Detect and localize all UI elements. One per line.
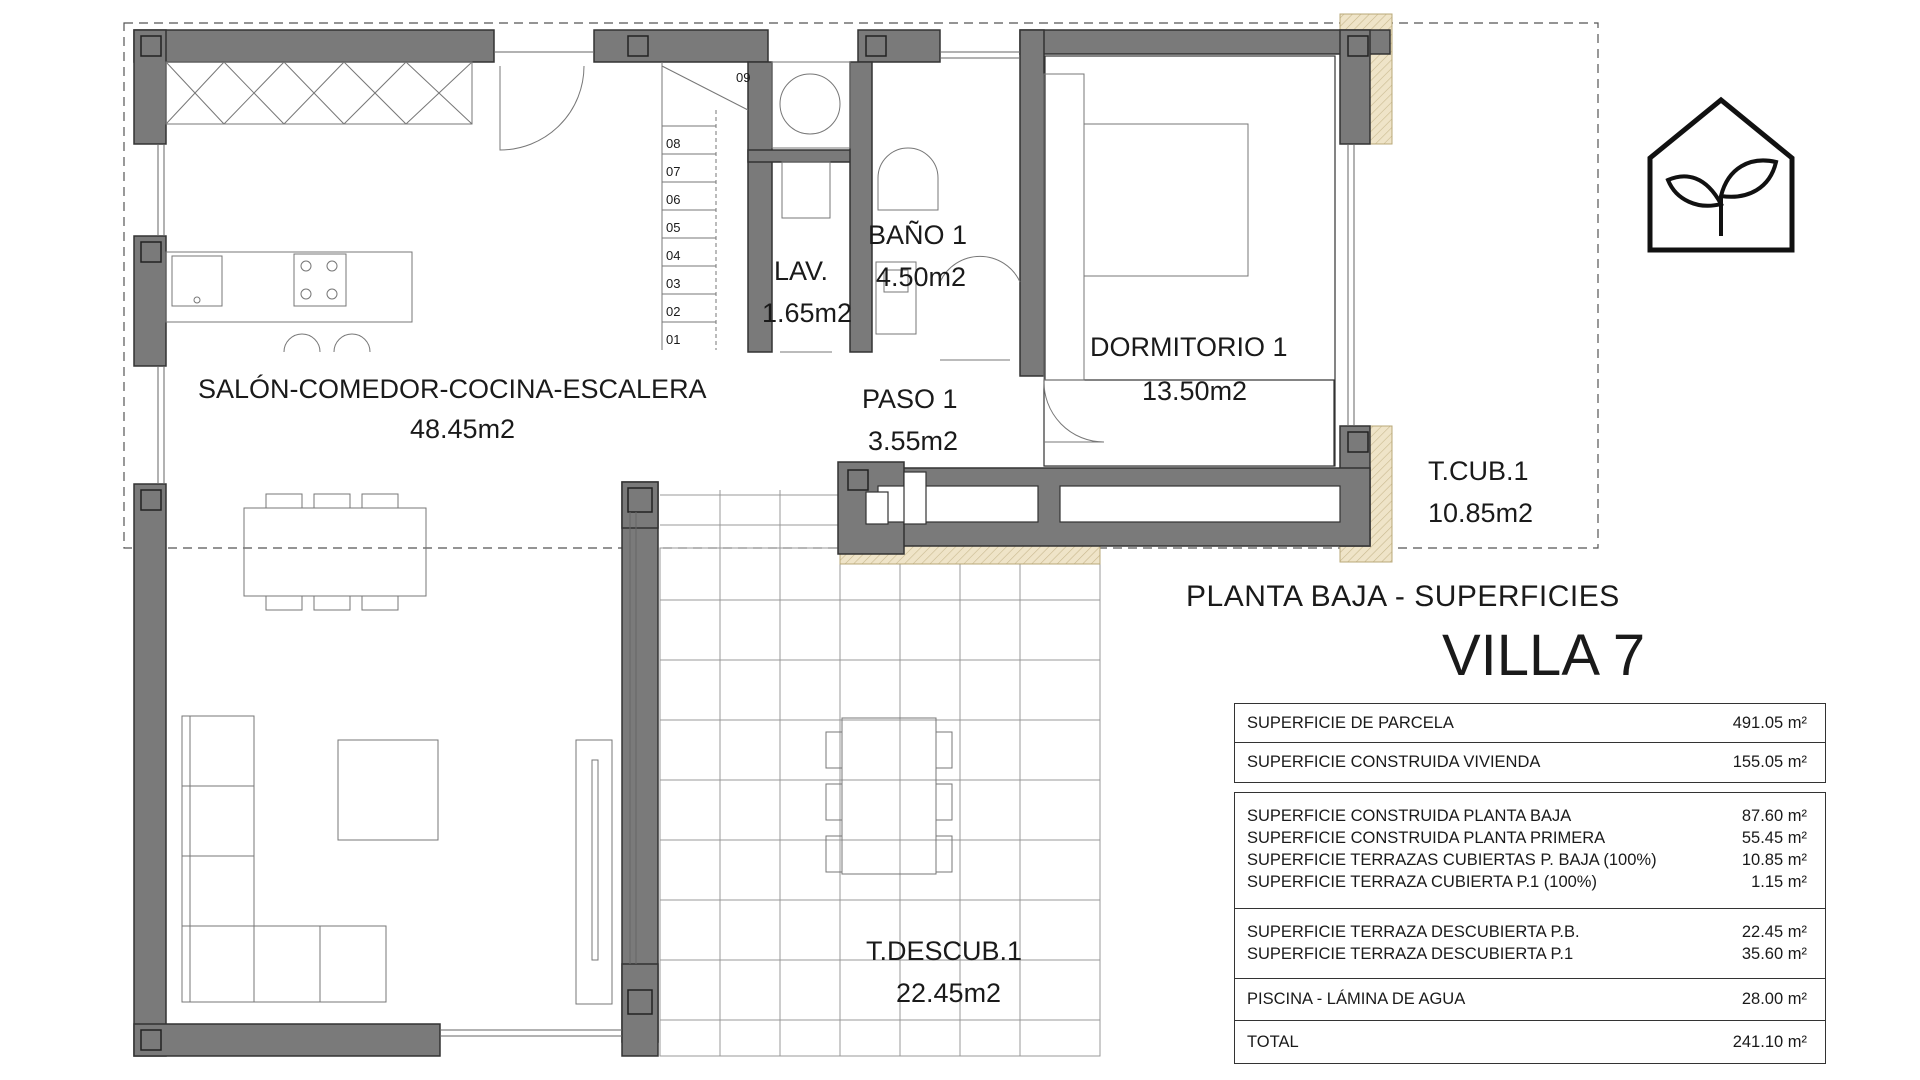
step-label: 08 [666, 136, 681, 151]
areas-table-top [1234, 703, 1826, 783]
room-area: 48.45m2 [410, 414, 516, 444]
house-plant-icon [1646, 96, 1796, 256]
room-name: T.DESCUB.1 [866, 936, 1023, 966]
room-area: 13.50m2 [1142, 376, 1248, 406]
area-label: SUPERFICIE DE PARCELA [1247, 714, 1454, 732]
area-label: SUPERFICIE CONSTRUIDA PLANTA PRIMERA [1247, 829, 1606, 847]
area-label: TOTAL [1247, 1033, 1299, 1051]
area-value: 10.85 m² [1741, 851, 1807, 869]
area-value: 28.00 m² [1741, 990, 1807, 1008]
room-area: 4.50m2 [876, 262, 967, 292]
table-row-total [1235, 1021, 1825, 1063]
table-row [1235, 743, 1825, 782]
room-area: 22.45m2 [896, 978, 1002, 1008]
area-label: SUPERFICIE TERRAZAS CUBIERTAS P. BAJA (100%) [1247, 851, 1657, 869]
step-label: 03 [666, 276, 681, 291]
step-label: 04 [666, 248, 681, 263]
area-value: 155.05 m² [1732, 753, 1807, 771]
table-row-group-built [1235, 793, 1825, 909]
area-value: 1.15 m² [1751, 873, 1807, 891]
kitchen-furniture [166, 62, 584, 352]
sheet-title: PLANTA BAJA - SUPERFICIES [1186, 580, 1620, 613]
area-label: SUPERFICIE TERRAZA DESCUBIERTA P.B. [1247, 923, 1580, 941]
room-name: LAV. [774, 256, 829, 286]
area-value: 87.60 m² [1741, 807, 1807, 825]
area-label: SUPERFICIE TERRAZA DESCUBIERTA P.1 [1247, 945, 1574, 963]
room-name: BAÑO 1 [868, 220, 968, 250]
table-row-group-uncovered [1235, 909, 1825, 979]
terrace-paving [660, 490, 1100, 1056]
stair-step-numbers [666, 70, 750, 347]
area-label: SUPERFICIE TERRAZA CUBIERTA P.1 (100%) [1247, 873, 1597, 891]
room-area: 10.85m2 [1428, 498, 1534, 528]
table-row-pool [1235, 979, 1825, 1021]
room-name: PASO 1 [862, 384, 958, 414]
step-label: 05 [666, 220, 681, 235]
area-value: 22.45 m² [1741, 923, 1807, 941]
room-name: T.CUB.1 [1428, 456, 1529, 486]
step-label: 09 [736, 70, 751, 85]
room-name: SALÓN-COMEDOR-COCINA-ESCALERA [198, 374, 707, 404]
step-label: 01 [666, 332, 681, 347]
step-label: 07 [666, 164, 681, 179]
room-name: DORMITORIO 1 [1090, 332, 1288, 362]
area-value: 35.60 m² [1741, 945, 1807, 963]
area-label: SUPERFICIE CONSTRUIDA PLANTA BAJA [1247, 807, 1572, 825]
step-label: 02 [666, 304, 681, 319]
areas-table-detail [1234, 792, 1826, 1064]
villa-name: VILLA 7 [1442, 623, 1646, 688]
table-row [1235, 704, 1825, 743]
step-label: 06 [666, 192, 681, 207]
area-label: PISCINA - LÁMINA DE AGUA [1247, 990, 1466, 1008]
area-label: SUPERFICIE CONSTRUIDA VIVIENDA [1247, 753, 1541, 771]
area-value: 55.45 m² [1741, 829, 1807, 847]
room-area: 1.65m2 [762, 298, 853, 328]
area-value: 241.10 m² [1732, 1033, 1807, 1051]
area-value: 491.05 m² [1732, 714, 1807, 732]
living-furniture [182, 494, 952, 1004]
room-area: 3.55m2 [868, 426, 959, 456]
